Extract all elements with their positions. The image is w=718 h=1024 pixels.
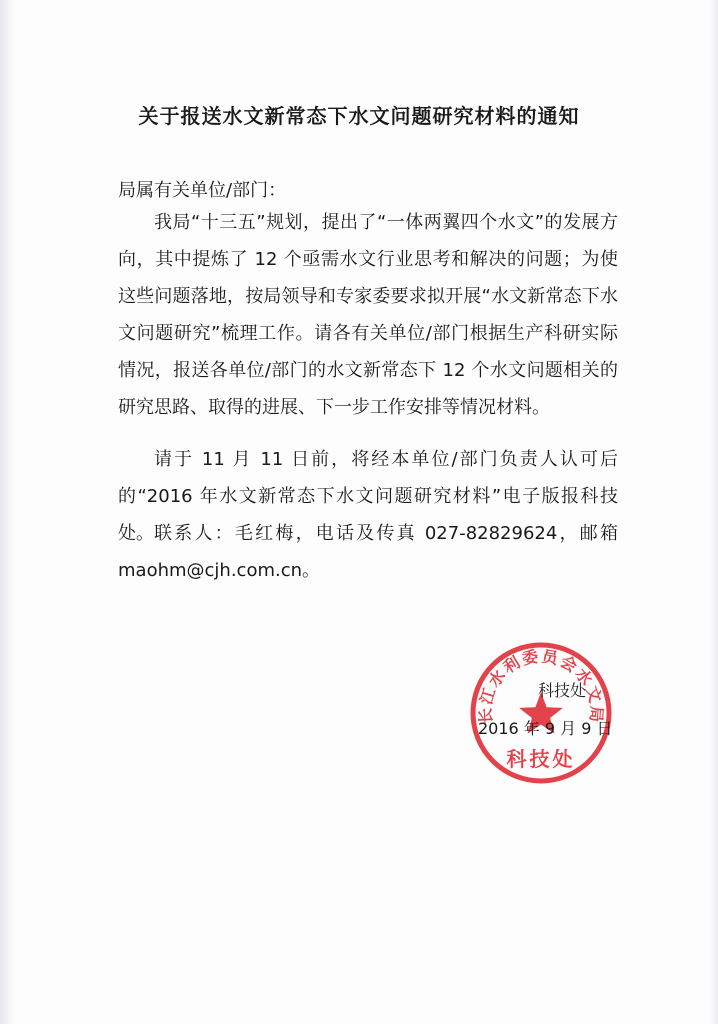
scan-edge-shadow-right	[710, 0, 718, 1024]
addressee: 局属有关单位/部门：	[118, 180, 287, 201]
issue-date: 2016 年 9 月 9 日	[478, 719, 613, 738]
document-title: 关于报送水文新常态下水文问题研究材料的通知	[138, 104, 580, 128]
body-paragraph-3: 联系人：毛红梅，电话及传真 027-82829624，邮箱 maohm@cjh.com.cn。	[118, 523, 618, 581]
signer: 科技处	[538, 681, 587, 700]
official-seal	[468, 640, 614, 786]
seal-bottom-text: 科技处	[506, 747, 576, 771]
seal-arc-text: 长江水利委员会水文局	[475, 646, 607, 725]
body-paragraph-1: 我局“十三五”规划，提出了“一体两翼四个水文”的发展方向，其中提炼了 12 个亟需水文行业思考和解决的问题；为使这些问题落地，按局领导和专家委要求拟开展“水文新常态下水文问题研究”梳理工作。请各有关单位/部门根据生产科研实际情况，报送各单位/部门的水文新常态下 12 个水文问题相关的研究思路、取得的进展、下一步工作安排等情况材料。	[118, 212, 618, 418]
body-paragraph-2: 请于 11 月 11 日前，将经本单位/部门负责人认可后的“2016 年水文新常态下水文问题研究材料”电子版报科技处。	[118, 449, 618, 544]
scan-edge-shadow	[0, 0, 14, 1024]
